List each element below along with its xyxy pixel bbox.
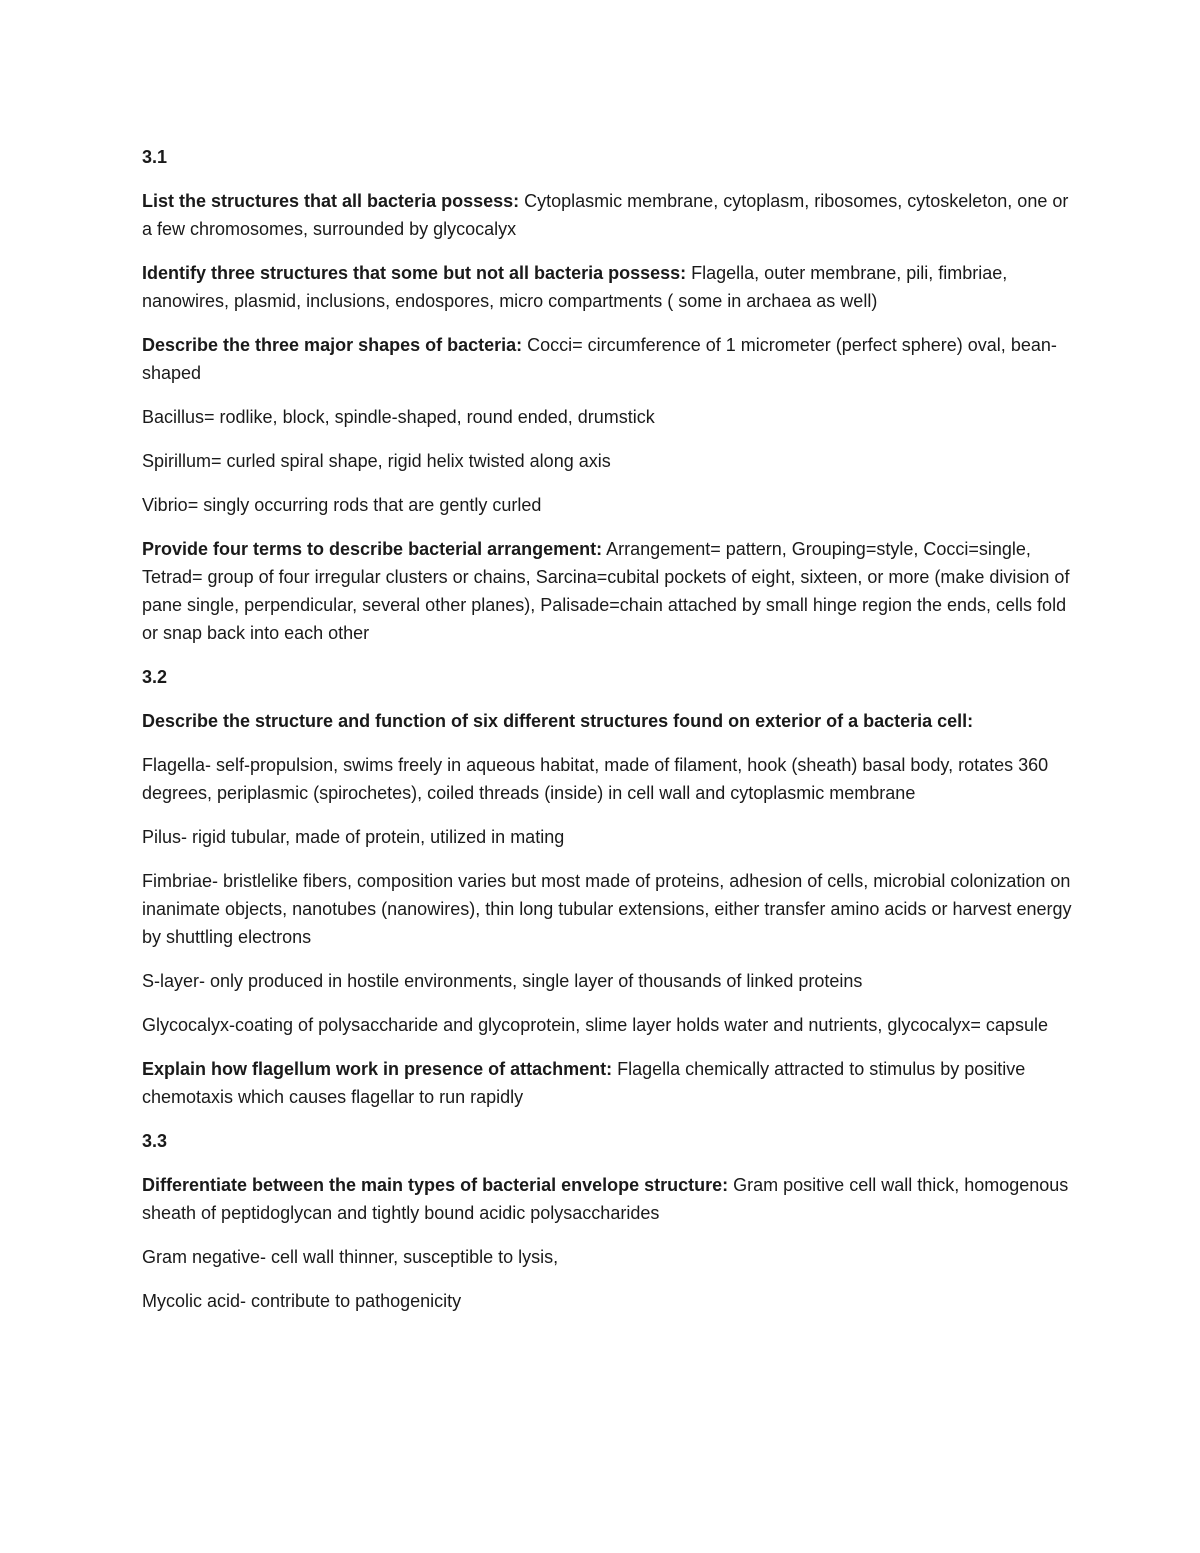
question-text: Identify three structures that some but not all bacteria possess:: [142, 263, 687, 283]
question-text: List the structures that all bacteria possess:: [142, 191, 520, 211]
section-heading: 3.3: [142, 1131, 168, 1151]
question-paragraph: [142, 1171, 1072, 1227]
answer-paragraph: Vibrio= singly occurring rods that are gently curled: [142, 495, 542, 515]
answer-text: Cocci= circumference of 1 micrometer (perfect sphere) oval, bean- shaped: [142, 335, 1057, 383]
question-text: Describe the structure and function of six different structures found on exterior of a bacteria cell:: [142, 711, 974, 731]
question-text: Provide four terms to describe bacterial arrangement:: [142, 539, 603, 559]
question-text: Describe the three major shapes of bacteria:: [142, 335, 523, 355]
answer-text: Gram positive cell wall thick, homogenous sheath of peptidoglycan and tightly bound acidic polysaccharides: [142, 1175, 1069, 1223]
document-page: [142, 143, 1072, 1331]
answer-paragraph: Bacillus= rodlike, block, spindle-shaped, round ended, drumstick: [142, 407, 655, 427]
answer-text: Flagella chemically attracted to stimulus by positive chemotaxis which causes flagellar to run rapidly: [142, 1059, 1026, 1107]
answer-paragraph: Gram negative- cell wall thinner, susceptible to lysis,: [142, 1247, 559, 1267]
section-heading: 3.2: [142, 667, 168, 687]
question-paragraph: [142, 187, 1072, 243]
section-heading: 3.1: [142, 147, 168, 167]
answer-paragraph: Pilus- rigid tubular, made of protein, utilized in mating: [142, 827, 565, 847]
question-paragraph: [142, 259, 1072, 315]
question-paragraph: [142, 535, 1072, 647]
answer-paragraph: Fimbriae- bristlelike fibers, composition varies but most made of proteins, adhesion of cells, microbial colonization on inanimate objects, nanotubes (nanowires), thin long tubular extensions, either transfer amino acids or harvest energy by shuttling electrons: [142, 871, 1072, 947]
answer-paragraph: Glycocalyx-coating of polysaccharide and glycoprotein, slime layer holds water and nutrients, glycocalyx= capsule: [142, 1015, 1048, 1035]
question-paragraph: [142, 331, 1072, 387]
question-paragraph: [142, 707, 1072, 735]
question-text: Differentiate between the main types of bacterial envelope structure:: [142, 1175, 729, 1195]
question-paragraph: [142, 1055, 1072, 1111]
answer-paragraph: Spirillum= curled spiral shape, rigid helix twisted along axis: [142, 451, 611, 471]
answer-text: Cytoplasmic membrane, cytoplasm, ribosomes, cytoskeleton, one or a few chromosomes, surrounded by glycocalyx: [142, 191, 1069, 239]
answer-text: Arrangement= pattern, Grouping=style, Cocci=single, Tetrad= group of four irregular clusters or chains, Sarcina=cubital pockets of eight, sixteen, or more (make division of pane single, perpendicular, several other planes), Palisade=chain attached by small hinge region the ends, cells fold or snap back into each other: [142, 539, 1070, 643]
answer-text: Flagella, outer membrane, pili, fimbriae, nanowires, plasmid, inclusions, endospores, micro compartments ( some in archaea as well): [142, 263, 1008, 311]
question-text: Explain how flagellum work in presence of attachment:: [142, 1059, 613, 1079]
answer-paragraph: Flagella- self-propulsion, swims freely in aqueous habitat, made of filament, hook (sheath) basal body, rotates 360 degrees, periplasmic (spirochetes), coiled threads (inside) in cell wall and cytoplasmic membrane: [142, 755, 1049, 803]
answer-paragraph: S-layer- only produced in hostile environments, single layer of thousands of linked proteins: [142, 971, 863, 991]
answer-paragraph: Mycolic acid- contribute to pathogenicity: [142, 1291, 462, 1311]
